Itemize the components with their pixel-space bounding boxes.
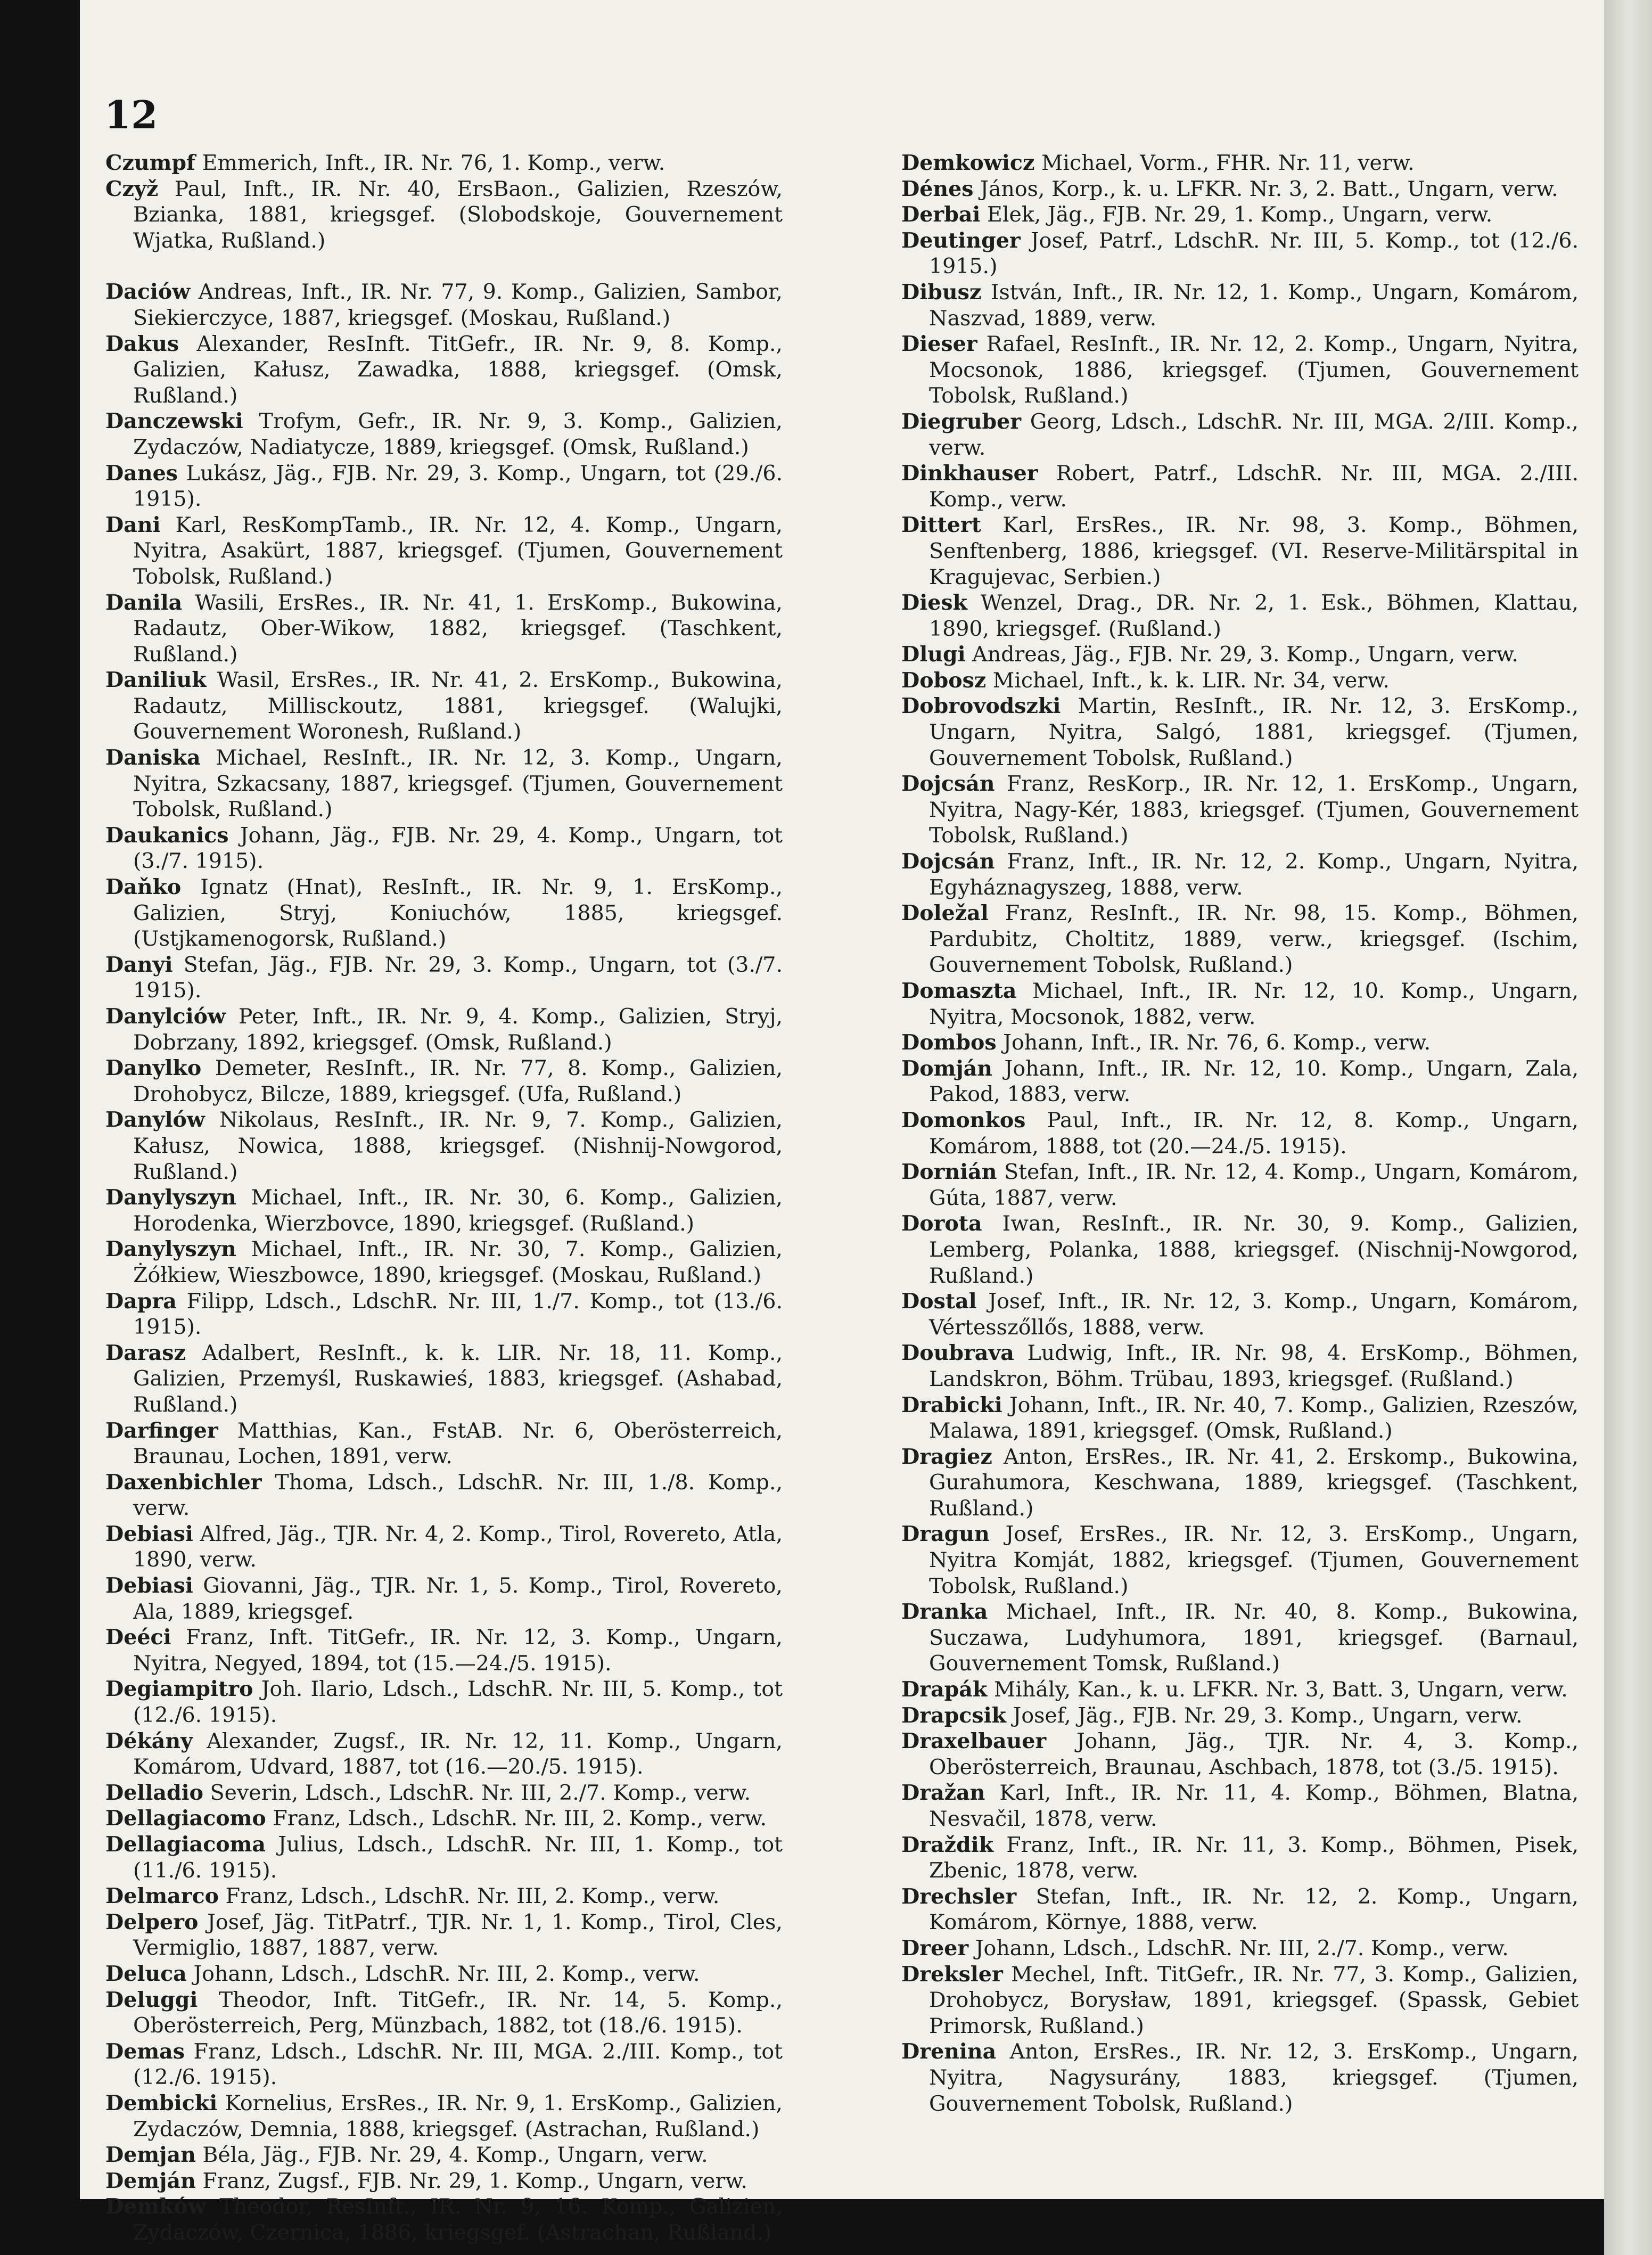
list-entry	[901, 176, 1579, 202]
entry-text: Paul, Inft., IR. Nr. 40, ErsBaon., Galizien, Rzeszów, Bzianka, 1881, kriegsgef. (Slobodskoje, Gouvernement Wjatka, Rußland.)	[133, 176, 783, 253]
entry-text: Paul, Inft., IR. Nr. 12, 8. Komp., Ungarn, Komárom, 1888, tot (20.—24./5. 1915).	[929, 1108, 1579, 1159]
entry-name: Danylko	[105, 1056, 202, 1081]
list-entry	[901, 771, 1579, 849]
entry-text: Emmerich, Inft., IR. Nr. 76, 1. Komp., verw.	[202, 151, 665, 175]
list-entry	[105, 745, 783, 823]
list-entry	[901, 228, 1579, 280]
entry-text: Rafael, ResInft., IR. Nr. 12, 2. Komp., Ungarn, Nyitra, Mocsonok, 1886, kriegsgef. (Tjumen, Gouvernement Tobolsk, Rußland.)	[929, 332, 1579, 408]
entry-name: Danczewski	[105, 409, 243, 434]
entry-text: Stefan, Jäg., FJB. Nr. 29, 3. Komp., Ungarn, tot (3./7. 1915).	[133, 952, 783, 1003]
entry-name: Dornián	[901, 1160, 997, 1185]
entry-text: Michael, Inft., k. k. LIR. Nr. 34, verw.	[992, 668, 1390, 693]
entry-text: Demeter, ResInft., IR. Nr. 77, 8. Komp., Galizien, Drohobycz, Bilcze, 1889, kriegsgef. (Ufa, Rußland.)	[133, 1056, 783, 1106]
entry-name: Dembicki	[105, 2090, 218, 2115]
entry-text: Michael, ResInft., IR. Nr. 12, 3. Komp., Ungarn, Nyitra, Szkacsany, 1887, kriegsgef. (Tjumen, Gouvernement Tobolsk, Rußland.)	[133, 745, 783, 822]
entry-text: Karl, Inft., IR. Nr. 11, 4. Komp., Böhmen, Blatna, Nesvačil, 1878, verw.	[929, 1781, 1579, 1831]
list-entry	[105, 1806, 783, 1832]
entry-text: Severin, Ldsch., LdschR. Nr. III, 2./7. Komp., verw.	[210, 1780, 751, 1805]
list-entry	[105, 1728, 783, 1780]
list-entry	[901, 1521, 1579, 1599]
entry-text: Matthias, Kan., FstAB. Nr. 6, Oberösterreich, Braunau, Lochen, 1891, verw.	[133, 1418, 783, 1469]
list-entry	[105, 1340, 783, 1418]
entry-name: Darfinger	[105, 1418, 218, 1443]
entry-name: Dobrovodszki	[901, 694, 1061, 719]
list-entry	[105, 1676, 783, 1728]
entry-text: Giovanni, Jäg., TJR. Nr. 1, 5. Komp., Tirol, Rovereto, Ala, 1889, kriegsgef.	[133, 1573, 783, 1624]
entry-text: Michael, Inft., IR. Nr. 30, 7. Komp., Galizien, Żółkiew, Wieszbowce, 1890, kriegsgef. (Moskau, Rußland.)	[133, 1237, 783, 1288]
entry-text: Franz, Zugsf., FJB. Nr. 29, 1. Komp., Ungarn, verw.	[202, 2168, 747, 2193]
list-entry	[901, 1703, 1579, 1729]
entry-text: Anton, ErsRes., IR. Nr. 41, 2. Erskomp., Bukowina, Gurahumora, Keschwana, 1889, kriegsgef. (Taschkent, Rußland.)	[929, 1444, 1579, 1521]
entry-name: Dittert	[901, 513, 981, 538]
list-entry	[105, 2090, 783, 2142]
entry-text: Stefan, Inft., IR. Nr. 12, 4. Komp., Ungarn, Komárom, Gúta, 1887, verw.	[929, 1160, 1579, 1210]
list-entry	[105, 2194, 783, 2245]
list-entry	[901, 1056, 1579, 1108]
list-entry	[105, 1418, 783, 1470]
entry-text: Peter, Inft., IR. Nr. 9, 4. Komp., Galizien, Stryj, Dobrzany, 1892, kriegsgef. (Omsk, Rußland.)	[133, 1004, 783, 1055]
list-entry	[901, 1677, 1579, 1703]
list-entry	[901, 1108, 1579, 1159]
list-entry	[901, 461, 1579, 512]
entry-text: István, Inft., IR. Nr. 12, 1. Komp., Ungarn, Komárom, Naszvad, 1889, verw.	[929, 280, 1579, 331]
entry-text: Franz, Inft., IR. Nr. 12, 2. Komp., Ungarn, Nyitra, Egyháznagyszeg, 1888, verw.	[929, 849, 1579, 900]
entry-name: Dellagiacoma	[105, 1832, 266, 1857]
entry-name: Dibusz	[901, 280, 982, 305]
entry-name: Danylyszyn	[105, 1185, 236, 1210]
entry-name: Doležal	[901, 901, 989, 926]
entry-text: Johann, Jäg., FJB. Nr. 29, 4. Komp., Ungarn, tot (3./7. 1915).	[133, 823, 783, 874]
entry-name: Delladio	[105, 1780, 203, 1805]
page-number: 12	[104, 92, 158, 137]
entry-name: Dreksler	[901, 1962, 1003, 1987]
list-entry	[105, 667, 783, 745]
entry-name: Dojcsán	[901, 849, 995, 874]
entry-text: Wenzel, Drag., DR. Nr. 2, 1. Esk., Böhmen, Klattau, 1890, kriegsgef. (Rußland.)	[929, 591, 1579, 641]
entry-name: Danylyszyn	[105, 1237, 236, 1262]
entry-text: Béla, Jäg., FJB. Nr. 29, 4. Komp., Ungarn, verw.	[202, 2143, 708, 2168]
list-entry	[105, 874, 783, 952]
entry-text: Johann, Ldsch., LdschR. Nr. III, 2./7. Komp., verw.	[975, 1936, 1509, 1961]
list-entry	[901, 1832, 1579, 1884]
entry-text: Karl, ResKompTamb., IR. Nr. 12, 4. Komp., Ungarn, Nyitra, Asakürt, 1887, kriegsgef. (Tjumen, Gouvernement Tobolsk, Rußland.)	[133, 512, 783, 589]
entry-text: Trofym, Gefr., IR. Nr. 9, 3. Komp., Galizien, Zydaczów, Nadiatycze, 1889, kriegsgef. (Omsk, Rußland.)	[133, 409, 783, 460]
entry-name: Daciów	[105, 280, 191, 305]
entry-name: Dostal	[901, 1289, 977, 1314]
entry-name: Debiasi	[105, 1521, 193, 1546]
list-entry	[105, 2142, 783, 2168]
entry-text: Kornelius, ErsRes., IR. Nr. 9, 1. ErsKomp., Galizien, Zydaczów, Demnia, 1888, kriegsgef. (Astrachan, Rußland.)	[133, 2090, 783, 2142]
entry-name: Degiampitro	[105, 1677, 253, 1702]
entry-text: Johann, Inft., IR. Nr. 12, 10. Komp., Ungarn, Zala, Pakod, 1883, verw.	[929, 1056, 1579, 1107]
list-entry	[105, 1987, 783, 2039]
list-entry	[105, 1961, 783, 1987]
list-entry	[105, 1004, 783, 1055]
entry-name: Derbai	[901, 202, 981, 227]
list-entry	[105, 1521, 783, 1573]
list-entry	[105, 1470, 783, 1521]
entry-name: Dellagiacomo	[105, 1806, 266, 1831]
entry-text: Robert, Patrf., LdschR. Nr. III, MGA. 2./III. Komp., verw.	[929, 461, 1579, 512]
entry-text: Stefan, Inft., IR. Nr. 12, 2. Komp., Ungarn, Komárom, Környe, 1888, verw.	[929, 1884, 1579, 1935]
list-entry	[901, 1211, 1579, 1289]
entry-text: Franz, Inft., IR. Nr. 11, 3. Komp., Böhmen, Pisek, Zbenic, 1878, verw.	[929, 1832, 1579, 1883]
list-entry	[105, 1625, 783, 1676]
list-entry	[901, 1599, 1579, 1677]
entry-name: Dranka	[901, 1600, 988, 1625]
list-entry	[105, 1236, 783, 1288]
entry-name: Drapcsik	[901, 1703, 1006, 1728]
entry-name: Deéci	[105, 1625, 171, 1650]
entry-name: Dlugi	[901, 642, 966, 667]
entry-text: Josef, ErsRes., IR. Nr. 12, 3. ErsKomp., Ungarn, Nyitra Komját, 1882, kriegsgef. (Tjumen, Gouvernement Tobolsk, Rußland.)	[929, 1522, 1579, 1598]
entry-name: Czumpf	[105, 151, 195, 175]
list-entry	[901, 693, 1579, 771]
entry-text: Franz, Ldsch., LdschR. Nr. III, 2. Komp., verw.	[273, 1806, 767, 1831]
list-entry	[901, 1884, 1579, 1936]
list-entry	[105, 176, 783, 254]
entry-text: Nikolaus, ResInft., IR. Nr. 9, 7. Komp., Galizien, Kałusz, Nowica, 1888, kriegsgef. (Nishnij-Nowgorod, Rußland.)	[133, 1108, 783, 1184]
list-entry	[105, 150, 783, 176]
entry-name: Drabicki	[901, 1392, 1002, 1417]
list-entry	[901, 280, 1579, 331]
list-entry	[105, 1055, 783, 1107]
entry-text: Martin, ResInft., IR. Nr. 12, 3. ErsKomp., Ungarn, Nyitra, Salgó, 1881, kriegsgef. (Tjumen, Gouvernement Tobolsk, Rußland.)	[929, 694, 1579, 770]
entry-name: Diegruber	[901, 409, 1022, 434]
entry-name: Delmarco	[105, 1884, 219, 1909]
entry-name: Dragiez	[901, 1444, 992, 1469]
entry-text: Andreas, Inft., IR. Nr. 77, 9. Komp., Galizien, Sambor, Siekierczyce, 1887, kriegsgef. (Moskau, Rußland.)	[133, 280, 783, 330]
entry-name: Danila	[105, 590, 183, 615]
entry-name: Deluggi	[105, 1987, 198, 2012]
list-entry	[901, 202, 1579, 228]
entry-name: Darasz	[105, 1340, 186, 1365]
list-entry	[901, 1962, 1579, 2039]
entry-text: Franz, Ldsch., LdschR. Nr. III, MGA. 2./III. Komp., tot (12./6. 1915).	[133, 2039, 783, 2090]
list-entry	[901, 1936, 1579, 1962]
entry-name: Dobosz	[901, 668, 987, 693]
entry-text: Lukász, Jäg., FJB. Nr. 29, 3. Komp., Ungarn, tot (29./6. 1915).	[133, 461, 783, 512]
list-entry	[901, 590, 1579, 642]
entry-name: Debiasi	[105, 1573, 193, 1598]
list-entry	[105, 1832, 783, 1883]
entry-text: Franz, Ldsch., LdschR. Nr. III, 2. Komp., verw.	[225, 1884, 720, 1909]
entry-text: Anton, ErsRes., IR. Nr. 12, 3. ErsKomp., Ungarn, Nyitra, Nagysurány, 1883, kriegsgef. (Tjumen, Gouvernement Tobolsk, Rußland.)	[929, 2039, 1579, 2116]
entry-text: Wasil, ErsRes., IR. Nr. 41, 2. ErsKomp., Bukowina, Radautz, Millisckoutz, 1881, kriegsgef. (Walujki, Gouvernement Woronesh, Rußland.)	[133, 668, 783, 744]
entry-name: Diesk	[901, 591, 967, 616]
entry-name: Danes	[105, 461, 178, 486]
entry-text: Josef, Patrf., LdschR. Nr. III, 5. Komp., tot (12./6. 1915.)	[929, 228, 1579, 279]
list-entry	[901, 1392, 1579, 1444]
entry-name: Daukanics	[105, 823, 229, 848]
entry-name: Daniliuk	[105, 668, 207, 693]
list-entry	[105, 1107, 783, 1185]
list-entry	[105, 590, 783, 668]
entry-name: Demjan	[105, 2143, 196, 2168]
entry-name: Czyž	[105, 176, 159, 201]
entry-name: Dragun	[901, 1522, 990, 1547]
list-entry	[901, 1780, 1579, 1832]
list-entry	[105, 823, 783, 874]
list-entry	[105, 461, 783, 512]
list-entry	[901, 900, 1579, 978]
list-entry	[901, 1159, 1579, 1211]
entry-name: Domaszta	[901, 979, 1017, 1003]
right-column	[901, 150, 1579, 2117]
entry-text: Joh. Ilario, Ldsch., LdschR. Nr. III, 5. Komp., tot (12./6. 1915).	[133, 1677, 783, 1728]
entry-name: Dražan	[901, 1781, 985, 1806]
entry-text: Thoma, Ldsch., LdschR. Nr. III, 1./8. Komp., verw.	[133, 1470, 783, 1521]
entry-name: Danyi	[105, 952, 173, 977]
entry-name: Demas	[105, 2039, 185, 2064]
entry-text: Julius, Ldsch., LdschR. Nr. III, 1. Komp., tot (11./6. 1915).	[133, 1832, 783, 1883]
entry-text: Elek, Jäg., FJB. Nr. 29, 1. Komp., Ungarn, verw.	[987, 202, 1493, 227]
entry-name: Dorota	[901, 1211, 982, 1236]
list-entry	[105, 2039, 783, 2090]
list-entry	[901, 2039, 1579, 2117]
entry-text: Michael, Vorm., FHR. Nr. 11, verw.	[1041, 151, 1415, 175]
list-entry	[901, 409, 1579, 461]
entry-text: Mechel, Inft. TitGefr., IR. Nr. 77, 3. Komp., Galizien, Drohobycz, Borysław, 1891, kriegsgef. (Spassk, Gebiet Primorsk, Rußland.)	[929, 1962, 1579, 2038]
left-column	[105, 150, 783, 2246]
entry-text: Wasili, ErsRes., IR. Nr. 41, 1. ErsKomp., Bukowina, Radautz, Ober-Wikow, 1882, kriegsgef. (Taschkent, Rußland.)	[133, 590, 783, 667]
entry-text: Franz, ResInft., IR. Nr. 98, 15. Komp., Böhmen, Pardubitz, Choltitz, 1889, verw., kriegsgef. (Ischim, Gouvernement Tobolsk, Rußland.)	[929, 901, 1579, 978]
entry-name: Drenina	[901, 2039, 997, 2064]
entry-text: Iwan, ResInft., IR. Nr. 30, 9. Komp., Galizien, Lemberg, Polanka, 1888, kriegsgef. (Nischnij-Nowgorod, Rußland.)	[929, 1211, 1579, 1288]
entry-text: Johann, Jäg., TJR. Nr. 4, 3. Komp., Oberösterreich, Braunau, Aschbach, 1878, tot (3./5. 1915).	[929, 1729, 1579, 1780]
entry-name: Deutinger	[901, 228, 1021, 253]
entry-text: Mihály, Kan., k. u. LFKR. Nr. 3, Batt. 3, Ungarn, verw.	[993, 1677, 1568, 1702]
entry-text: Franz, ResKorp., IR. Nr. 12, 1. ErsKomp., Ungarn, Nyitra, Nagy-Kér, 1883, kriegsgef. (Tjumen, Gouvernement Tobolsk, Rußland.)	[929, 772, 1579, 848]
entry-name: Draždik	[901, 1832, 994, 1857]
list-entry	[105, 408, 783, 460]
list-entry	[901, 642, 1579, 668]
entry-name: Dani	[105, 512, 161, 537]
list-entry	[901, 150, 1579, 176]
entry-name: Dieser	[901, 332, 977, 357]
list-entry	[105, 512, 783, 590]
entry-name: Demkowicz	[901, 151, 1035, 175]
entry-name: Draxelbauer	[901, 1729, 1047, 1754]
entry-text: Ignatz (Hnat), ResInft., IR. Nr. 9, 1. ErsKomp., Galizien, Stryj, Koniuchów, 1885, kriegsgef. (Ustjkamenogorsk, Rußland.)	[133, 875, 783, 952]
entry-name: Daňko	[105, 875, 182, 900]
list-entry	[105, 1909, 783, 1961]
entry-text: Adalbert, ResInft., k. k. LIR. Nr. 18, 11. Komp., Galizien, Przemyśl, Ruskawieś, 1883, kriegsgef. (Ashabad, Rußland.)	[133, 1340, 783, 1417]
list-entry	[105, 331, 783, 409]
entry-text: Johann, Inft., IR. Nr. 40, 7. Komp., Galizien, Rzeszów, Malawa, 1891, kriegsgef. (Omsk, Rußland.)	[929, 1392, 1579, 1444]
entry-name: Domonkos	[901, 1108, 1026, 1133]
list-entry	[105, 952, 783, 1004]
list-entry	[105, 1883, 783, 1909]
entry-name: Dojcsán	[901, 772, 995, 797]
entry-name: Demków	[105, 2194, 206, 2219]
entry-text: Alfred, Jäg., TJR. Nr. 4, 2. Komp., Tirol, Rovereto, Atla, 1890, verw.	[133, 1521, 783, 1572]
list-entry	[105, 1780, 783, 1806]
entry-text: Georg, Ldsch., LdschR. Nr. III, MGA. 2/III. Komp., verw.	[929, 409, 1579, 460]
entry-text: Karl, ErsRes., IR. Nr. 98, 3. Komp., Böhmen, Senftenberg, 1886, kriegsgef. (VI. Reserve-Militärspital in Kragujevac, Serbien.)	[929, 513, 1579, 589]
list-entry	[901, 1289, 1579, 1340]
entry-text: Ludwig, Inft., IR. Nr. 98, 4. ErsKomp., Böhmen, Landskron, Böhm. Trübau, 1893, kriegsgef. (Rußland.)	[929, 1341, 1579, 1391]
entry-text: Johann, Inft., IR. Nr. 76, 6. Komp., verw.	[1003, 1030, 1431, 1055]
entry-name: Doubrava	[901, 1341, 1014, 1366]
list-entry	[901, 668, 1579, 694]
list-entry	[105, 1573, 783, 1625]
entry-name: Dinkhauser	[901, 461, 1038, 486]
entry-text: Josef, Inft., IR. Nr. 12, 3. Komp., Ungarn, Komárom, Vértesszőllős, 1888, verw.	[929, 1289, 1579, 1340]
entry-name: Domján	[901, 1056, 992, 1081]
list-entry	[105, 2168, 783, 2194]
entry-name: Dénes	[901, 176, 974, 201]
entry-text: Theodor, Inft. TitGefr., IR. Nr. 14, 5. Komp., Oberösterreich, Perg, Münzbach, 1882, tot (18./6. 1915).	[133, 1987, 783, 2038]
entry-text: Michael, Inft., IR. Nr. 30, 6. Komp., Galizien, Horodenka, Wierzbovce, 1890, kriegsgef. (Rußland.)	[133, 1185, 783, 1236]
entry-text: Josef, Jäg. TitPatrf., TJR. Nr. 1, 1. Komp., Tirol, Cles, Vermiglio, 1887, 1887, verw.	[133, 1909, 783, 1961]
entry-name: Dékány	[105, 1728, 193, 1753]
entry-name: Danylciów	[105, 1004, 226, 1029]
entry-name: Delpero	[105, 1909, 199, 1934]
page-edge-strip	[1604, 0, 1652, 2255]
list-entry	[901, 978, 1579, 1030]
entry-name: Daxenbichler	[105, 1470, 262, 1495]
entry-text: Josef, Jäg., FJB. Nr. 29, 3. Komp., Ungarn, verw.	[1013, 1703, 1523, 1728]
entry-name: Danylów	[105, 1108, 205, 1133]
entry-name: Dakus	[105, 331, 179, 356]
entry-text: Theodor, ResInft., IR. Nr. 9, 16. Komp., Galizien, Zydaczów, Czernica, 1886, kriegsgef. (Astrachan, Rußland.)	[133, 2194, 783, 2245]
list-entry	[105, 279, 783, 331]
entry-text: Filipp, Ldsch., LdschR. Nr. III, 1./7. Komp., tot (13./6. 1915).	[133, 1289, 783, 1340]
entry-text: Alexander, Zugsf., IR. Nr. 12, 11. Komp., Ungarn, Komárom, Udvard, 1887, tot (16.—20./5. 1915).	[133, 1728, 783, 1780]
list-entry	[901, 331, 1579, 409]
entry-name: Drapák	[901, 1677, 988, 1702]
list-entry	[901, 1340, 1579, 1392]
list-entry	[901, 512, 1579, 590]
entry-name: Demján	[105, 2168, 196, 2193]
list-entry	[901, 1030, 1579, 1056]
entry-name: Dapra	[105, 1289, 177, 1314]
entry-name: Daniska	[105, 745, 201, 770]
entry-name: Dreer	[901, 1936, 969, 1961]
list-entry	[901, 1728, 1579, 1780]
entry-name: Deluca	[105, 1961, 187, 1986]
entry-text: Michael, Inft., IR. Nr. 40, 8. Komp., Bukowina, Suczawa, Ludyhumora, 1891, kriegsgef. (Barnaul, Gouvernement Tomsk, Rußland.)	[929, 1600, 1579, 1676]
entry-name: Drechsler	[901, 1884, 1017, 1909]
entry-text: Alexander, ResInft. TitGefr., IR. Nr. 9, 8. Komp., Galizien, Kałusz, Zawadka, 1888, kriegsgef. (Omsk, Rußland.)	[133, 331, 783, 408]
entry-text: Johann, Ldsch., LdschR. Nr. III, 2. Komp., verw.	[193, 1961, 700, 1986]
list-entry	[105, 1185, 783, 1236]
entry-text: János, Korp., k. u. LFKR. Nr. 3, 2. Batt., Ungarn, verw.	[980, 176, 1558, 201]
list-entry	[901, 1444, 1579, 1522]
entry-name: Dombos	[901, 1030, 997, 1055]
entry-text: Franz, Inft. TitGefr., IR. Nr. 12, 3. Komp., Ungarn, Nyitra, Negyed, 1894, tot (15.—24./5. 1915).	[133, 1625, 783, 1676]
list-entry	[105, 1289, 783, 1340]
entry-text: Andreas, Jäg., FJB. Nr. 29, 3. Komp., Ungarn, verw.	[972, 642, 1519, 667]
entry-text: Michael, Inft., IR. Nr. 12, 10. Komp., Ungarn, Nyitra, Mocsonok, 1882, verw.	[929, 979, 1579, 1029]
list-entry	[901, 849, 1579, 900]
